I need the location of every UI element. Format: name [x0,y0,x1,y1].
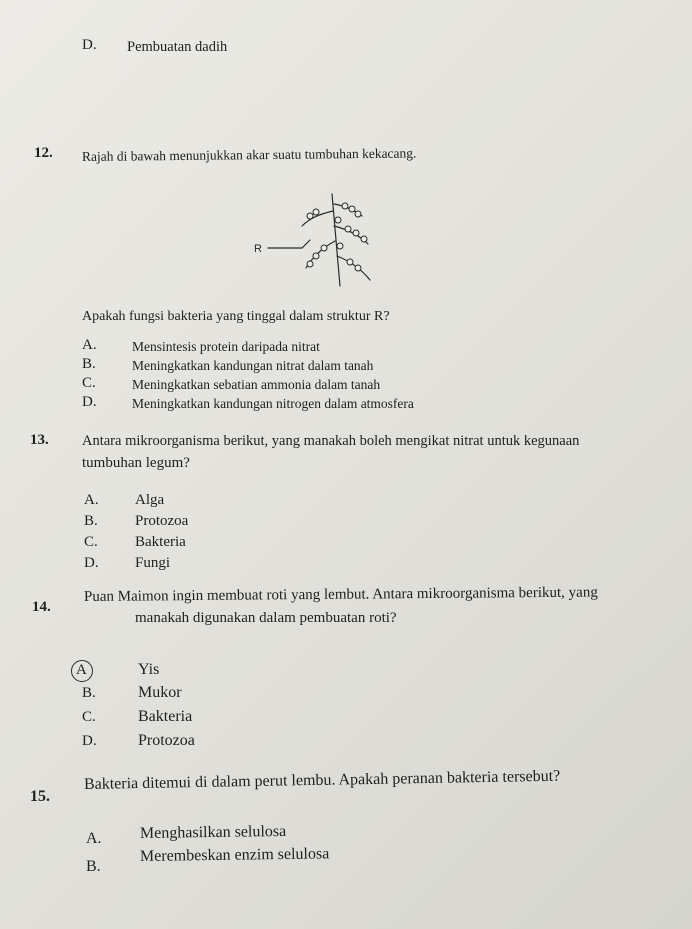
question-number: 15. [30,788,50,805]
root-nodule [355,265,361,271]
root-nodule [349,206,355,212]
option-text: Pembuatan dadih [127,39,228,55]
option-letter[interactable]: B. [86,858,101,875]
option-text[interactable]: Bakteria [135,534,186,550]
option-text[interactable]: Alga [135,492,165,508]
option-letter[interactable]: D. [82,733,97,749]
option-text[interactable]: Protozoa [138,732,195,749]
question-text: tumbuhan legum? [82,455,190,471]
label-pointer [268,240,310,248]
root-nodule [307,261,313,267]
question-number: 13. [30,432,49,448]
option-text[interactable]: Mensintesis protein daripada nitrat [132,339,320,354]
root-nodule [347,259,353,265]
option-text[interactable]: Merembeskan enzim selulosa [139,845,330,865]
root-nodule [337,243,343,249]
option-letter[interactable]: D. [84,555,99,571]
option-letter[interactable]: B. [82,356,96,372]
root-nodule [313,209,319,215]
option-letter[interactable]: A [76,662,87,678]
root-nodule [335,217,341,223]
option-letter[interactable]: C. [82,375,96,391]
option-text[interactable]: Mukor [138,684,182,701]
option-text[interactable]: Protozoa [135,513,189,529]
root-nodule [345,226,351,232]
option-letter[interactable]: A. [84,492,99,508]
option-text[interactable]: Meningkatkan sebatian ammonia dalam tanah [132,377,381,392]
option-text[interactable]: Meningkatkan kandungan nitrat dalam tanah [132,358,374,373]
option-text[interactable]: Yis [138,661,160,678]
option-text[interactable]: Meningkatkan kandungan nitrogen dalam atmosfera [132,396,414,411]
question-number: 12. [34,145,53,161]
question-text: manakah digunakan dalam pembuatan roti? [135,610,397,626]
option-letter: D. [82,37,97,53]
main-root [332,194,340,286]
root-nodule [321,245,327,251]
option-letter[interactable]: D. [82,394,97,410]
root-nodule [342,203,348,209]
root-nodule [353,230,359,236]
option-text[interactable]: Fungi [135,555,171,571]
option-letter[interactable]: B. [82,685,96,701]
question-text: Puan Maimon ingin membuat roti yang lembut. Antara mikroorganisma berikut, yang [83,584,598,605]
question-number: 14. [32,599,51,615]
lateral-root [337,256,370,280]
root-nodule [355,211,361,217]
question-text: Rajah di bawah menunjukkan akar suatu tumbuhan kekacang. [81,145,417,164]
legume-root-figure [240,186,400,296]
option-text[interactable]: Menghasilkan selulosa [139,822,287,842]
option-letter[interactable]: A. [82,337,97,353]
figure-label-r: R [254,243,262,255]
question-text: Bakteria ditemui di dalam perut lembu. Apakah peranan bakteria tersebut? [83,767,561,793]
root-nodule [361,236,367,242]
question-text: Antara mikroorganisma berikut, yang manakah boleh mengikat nitrat untuk kegunaan [82,433,580,449]
option-letter[interactable]: C. [84,534,98,550]
option-letter[interactable]: B. [84,513,98,529]
question-text: Apakah fungsi bakteria yang tinggal dalam struktur R? [82,309,390,324]
option-letter[interactable]: A. [86,830,102,847]
option-text[interactable]: Bakteria [138,708,193,725]
root-nodule [313,253,319,259]
root-nodule [307,213,313,219]
option-letter[interactable]: C. [82,709,96,725]
